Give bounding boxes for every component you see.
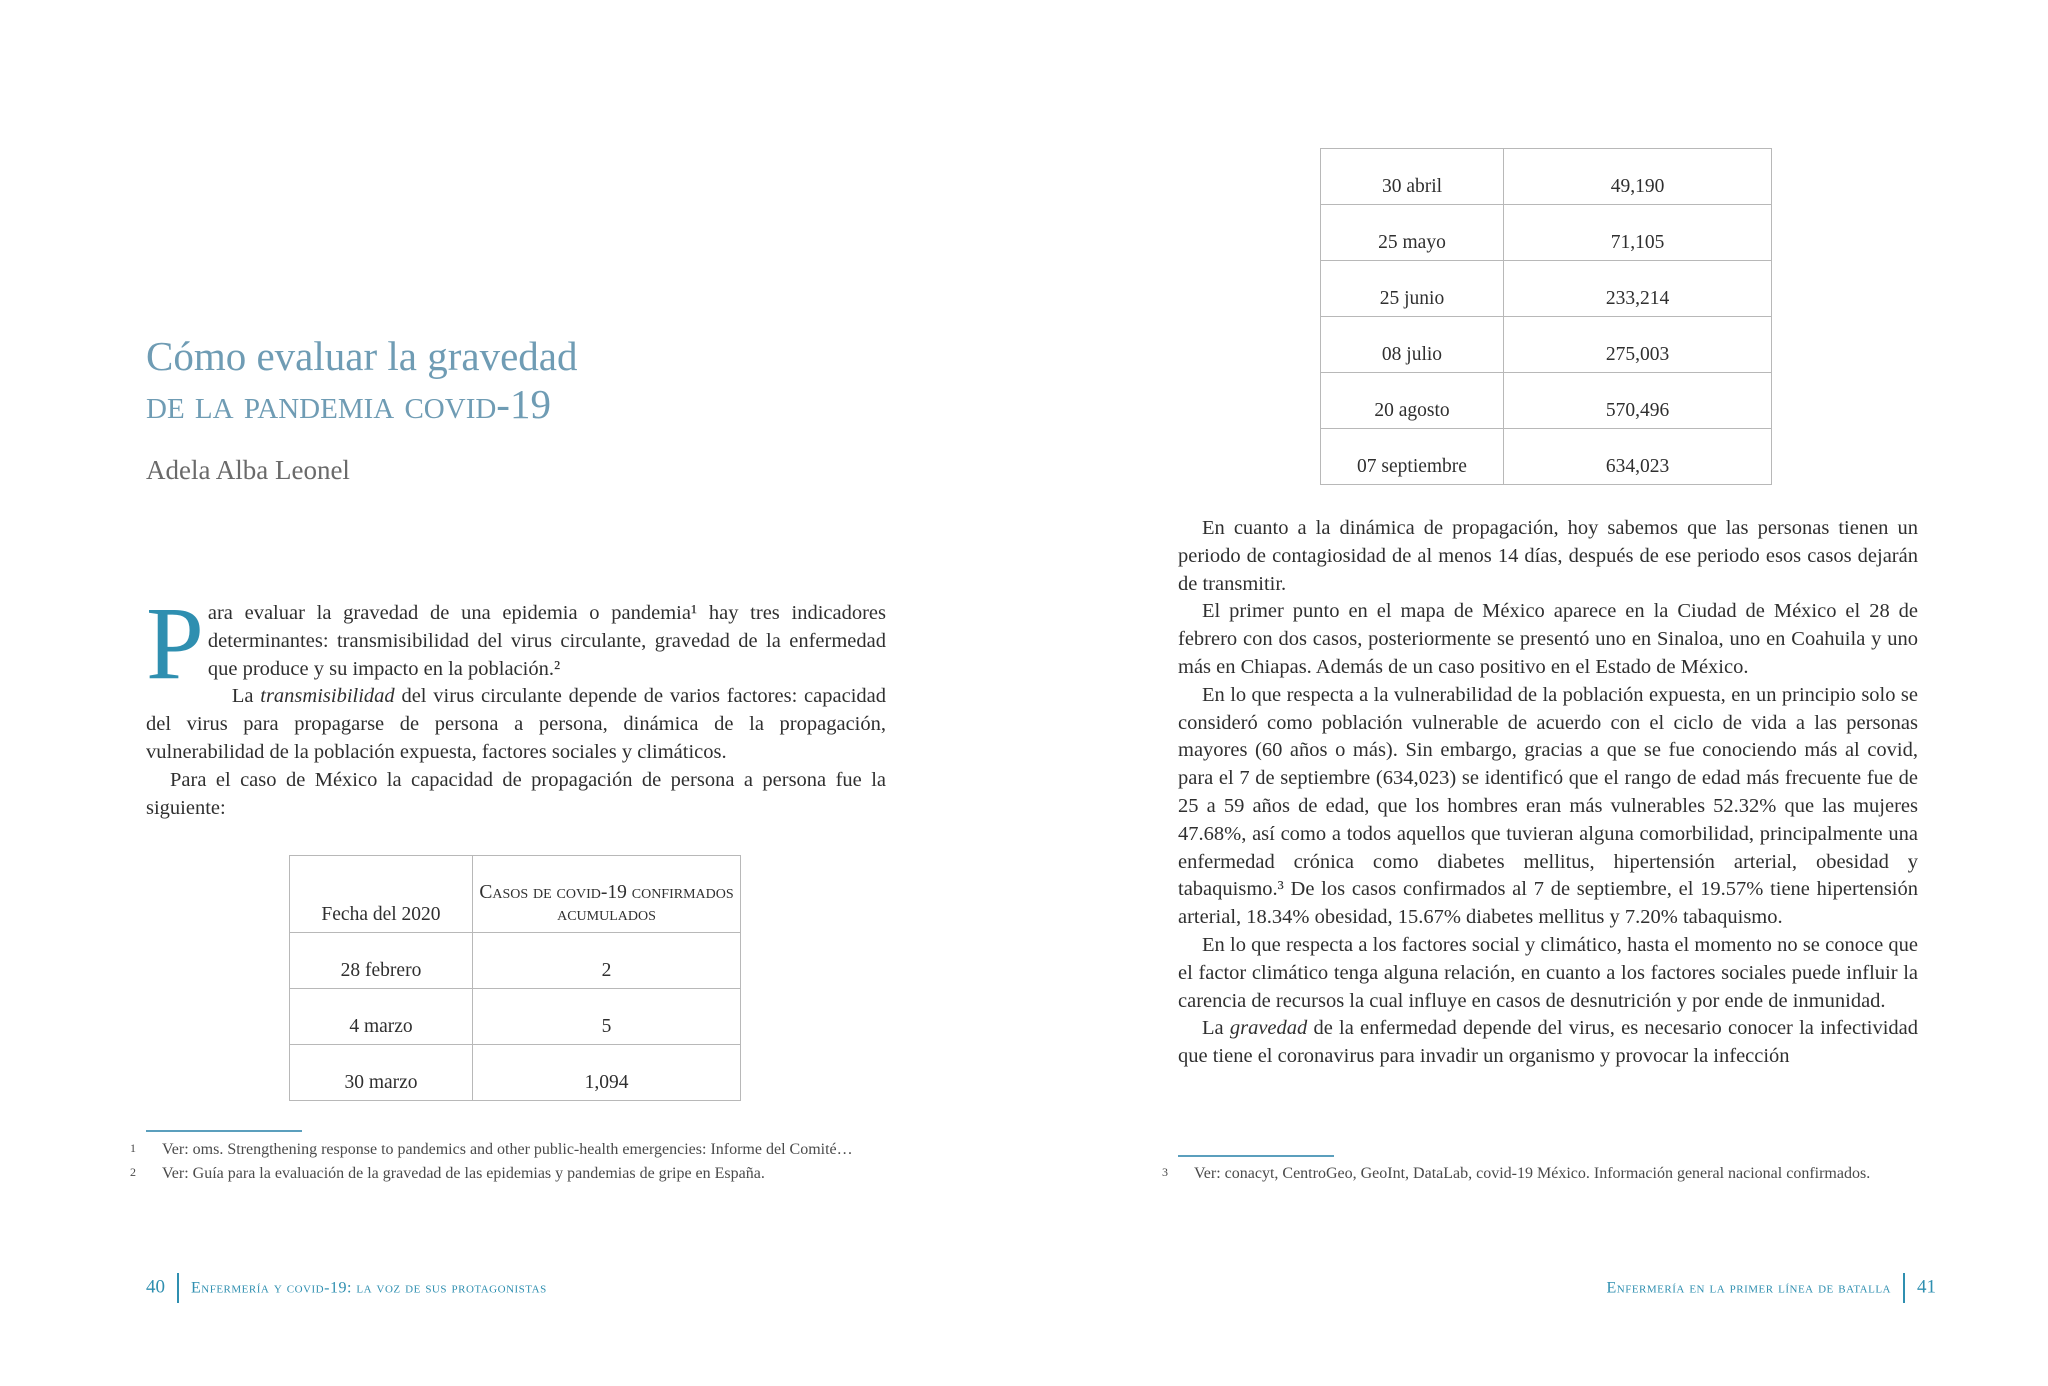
table-row [1321,373,1772,429]
chapter-title [146,332,846,428]
footnote-text: Ver: conacyt, CentroGeo, GeoInt, DataLab, covid-19 México. Información general nacional confirmados. [1194,1165,1871,1182]
cases-table-part-1 [289,855,741,1101]
paragraph-2 [146,683,886,766]
paragraph-8-italic: gravedad [1229,1017,1308,1040]
table-cell-date: 07 septiembre [1321,429,1504,485]
author-name: Adela Alba Leonel [146,455,350,485]
table-cell-date: 4 marzo [290,989,473,1045]
table-cell-cases: 570,496 [1504,373,1772,429]
footnote-number: 2 [130,1165,136,1179]
paragraph-8-rest: de la enfermedad depende del virus, es necesario conocer la infectividad que tiene el coronavirus para invadir un organismo y provocar la infección [1178,1017,1919,1068]
table-cell-date: 25 junio [1321,261,1504,317]
title-line-2: de la pandemia covid-19 [146,381,551,427]
footnote-number: 3 [1162,1165,1168,1179]
page-number: 40 [146,1276,165,1298]
footnote-rule [1178,1155,1334,1157]
table-cell-cases: 275,003 [1504,317,1772,373]
table-cell-date: 08 julio [1321,317,1504,373]
table-row [290,933,741,989]
footnote-number: 1 [130,1141,136,1155]
paragraph-2-prefix: La [231,685,261,708]
left-folio [146,1273,547,1303]
footnote-rule [146,1130,302,1132]
folio-separator [1903,1273,1905,1303]
table-row [1321,261,1772,317]
page-number: 41 [1917,1276,1936,1298]
cases-table-part-2 [1320,148,1772,485]
table-row [290,989,741,1045]
table-cell-cases: 49,190 [1504,149,1772,205]
right-page [1024,0,2048,1386]
table-cell-date: 30 marzo [290,1045,473,1101]
paragraph-4: En cuanto a la dinámica de propagación, hoy sabemos que las personas tienen un periodo de contagiosidad de al menos 14 días, después de ese periodo esos casos dejarán de transmitir. [1178,517,1918,595]
folio-separator [177,1273,179,1303]
table-cell-date: 25 mayo [1321,205,1504,261]
paragraph-1 [146,586,886,701]
footnote-3 [1162,1162,1918,1186]
footnote-1 [130,1138,886,1162]
paragraph-8 [1178,1015,1918,1071]
table-header-cases: Casos de covid-19 confirmados acumulados [473,856,741,933]
paragraph-5: El primer punto en el mapa de México aparece en la Ciudad de México el 28 de febrero con dos casos, posteriormente se presentó uno en Sinaloa, uno en Coahuila y uno más en Chiapas. Además de un caso positivo en el Estado de México. [1178,600,1918,678]
paragraph-8-prefix: La [1202,1017,1230,1040]
right-folio [1607,1273,1937,1303]
table-cell-date: 28 febrero [290,933,473,989]
paragraph-7: En lo que respecta a los factores social y climático, hasta el momento no se conoce que el factor climático tenga alguna relación, en cuanto a los factores sociales puede influir la carencia de recursos la cual influye en casos de desnutrición y por ende de inmunidad. [1178,933,1918,1012]
paragraph-2-rest: del virus circulante depende de varios factores: capacidad del virus para propagarse de persona a persona, dinámica de la propagación, vulnerabilidad de la población expuesta, factores sociales y climáticos. [146,685,887,763]
left-footnotes [130,1138,886,1186]
table-row [1321,205,1772,261]
table-row [1321,429,1772,485]
table-cell-date: 30 abril [1321,149,1504,205]
table-cell-cases: 5 [473,989,741,1045]
table-header-row [290,856,741,933]
footnote-2 [130,1162,886,1186]
table-cell-cases: 233,214 [1504,261,1772,317]
paragraph-2-italic: transmisibilidad [260,685,395,708]
paragraph-1-text: ara evaluar la gravedad de una epidemia o pandemia¹ hay tres indicadores determinantes: transmisibilidad del virus circulante, gravedad de la enfermedad que produce y su impacto en la población.² [207,602,886,680]
table-header-date: Fecha del 2020 [290,856,473,933]
table-row [1321,317,1772,373]
right-footnotes [1162,1162,1918,1186]
running-head: Enfermería en la primer línea de batalla [1606,1279,1891,1297]
footnote-text: Ver: Guía para la evaluación de la gravedad de las epidemias y pandemias de gripe en España. [162,1165,765,1182]
footnote-text: Ver: oms. Strengthening response to pandemics and other public-health emergencies: Informe del Comité… [162,1141,853,1158]
left-body-text [146,586,887,822]
paragraph-3: Para el caso de México la capacidad de propagación de persona a persona fue la siguiente: [146,768,886,819]
table-cell-cases: 2 [473,933,741,989]
title-line-1: Cómo evaluar la gravedad [146,333,578,379]
table-row [290,1045,741,1101]
table-cell-cases: 634,023 [1504,429,1772,485]
running-head: Enfermería y covid-19: la voz de sus protagonistas [191,1279,547,1297]
table-cell-cases: 71,105 [1504,205,1772,261]
table-cell-cases: 1,094 [473,1045,741,1101]
drop-cap: P [146,586,204,701]
table-row [1321,149,1772,205]
table-cell-date: 20 agosto [1321,373,1504,429]
right-body-text [1178,515,1918,1071]
paragraph-6: En lo que respecta a la vulnerabilidad de la población expuesta, en un principio solo se consideró como población vulnerable de acuerdo con el ciclo de vida a las personas mayores (60 años o más). Sin embargo, gracias a que se fue conociendo más al covid, para el 7 de septiembre (634,023) se identificó que el rango de edad más frecuente fue de 25 a 59 años de edad, que los hombres eran más vulnerables 52.32% que las mujeres 47.68%, así como a todos aquellos que tuvieran alguna comorbilidad, principalmente una enfermedad crónica como diabetes mellitus, hipertensión arterial, obesidad y tabaquismo.³ De los casos confirmados al 7 de septiembre, el 19.57% tiene hipertensión arterial, 18.34% obesidad, 15.67% diabetes mellitus y 7.20% tabaquismo. [1178,683,1918,929]
